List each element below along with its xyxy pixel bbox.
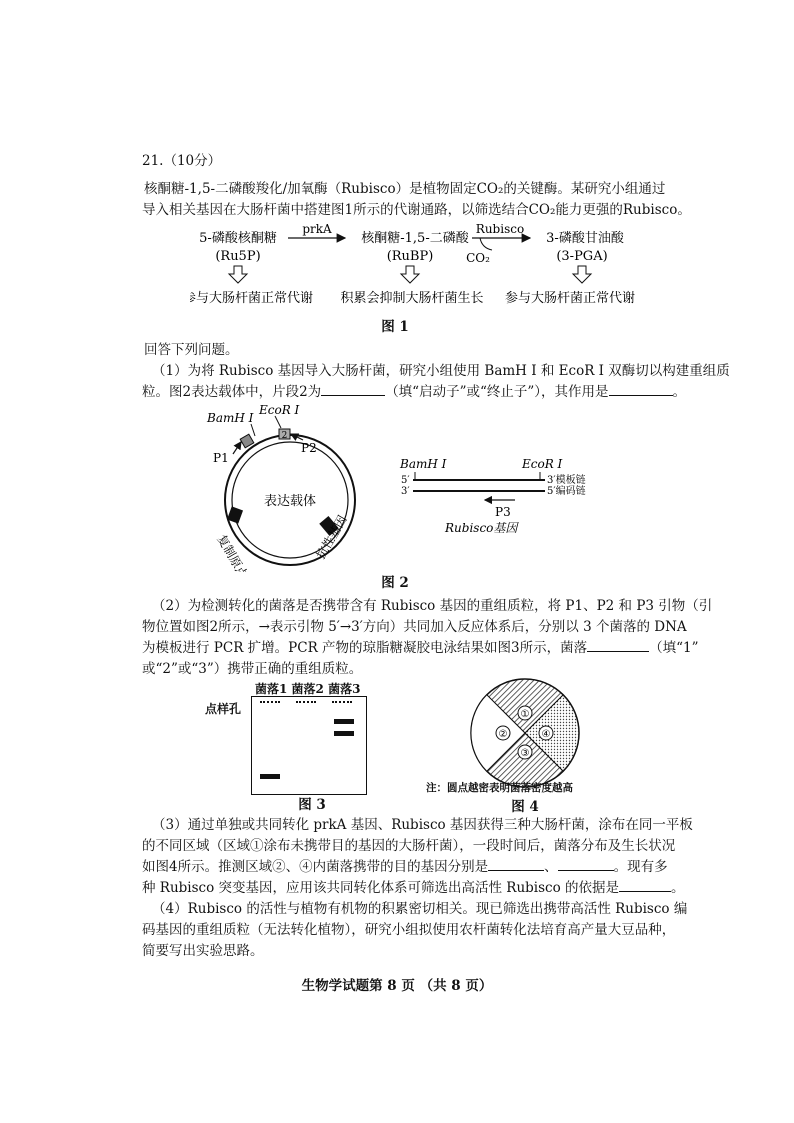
q3-line-1: （3）通过单独或共同转化 prkA 基因、Rubisco 基因获得三种大肠杆菌，涂布在同一平板 [152,817,693,833]
intro-line-1: 核酮糖-1,5-二磷酸羧化/加氧酶（Rubisco）是植物固定CO₂的关键酶。某研究小组通过 [144,181,666,197]
q4-line-1: （4）Rubisco 的活性与植物有机物的积累密切相关。现已筛选出携带高活性 Rubisco 编 [152,901,688,917]
figure-1 [190,222,650,342]
q2-line-3 [142,637,699,659]
fig4-note: 注：圆点越密表明菌落密度越高 [426,782,573,794]
q3-text-d: 种 Rubisco 突变基因，应用该共同转化体系可筛选出高活性 Rubisco 的依据是 [142,880,620,896]
template-label: 3′模板链 [547,475,586,486]
ecor1-label: EcoR I [259,403,300,417]
answer-blank-2[interactable] [609,395,673,396]
q2-line-2: 物位置如图2所示，→表示引物 5′→3′方向）共同加入反应体系后，分别以 3 个菌落的 DNA [142,619,687,635]
q4-line-3: 简要写出实验思路。 [142,943,264,959]
answer-blank-5[interactable] [558,870,614,871]
region-2-label: ② [498,729,508,740]
plasmid-label: 表达载体 [263,494,317,509]
node3-name: 3-磷酸甘油酸 [546,231,624,246]
lane-3-label: 菌落3 [328,682,361,696]
band-lane3-a [334,719,354,724]
down-arrow-3 [573,266,591,283]
q3-text-e: 。 [671,880,685,896]
node1-name: 5-磷酸核酮糖 [199,231,277,246]
resist-label: 抗性基因 [313,512,350,562]
out2: 积累会抑制大肠杆菌生长 [340,291,484,306]
answer-prompt: 回答下列问题。 [144,342,239,358]
plate-diagram [430,676,620,794]
well-label: 点样孔 [205,702,242,716]
band-lane3-b [334,731,354,736]
figure-2 [195,400,625,600]
coding-label: 5′编码链 [547,486,586,497]
region-3-label: ③ [520,748,530,759]
answer-blank-6[interactable] [619,891,671,892]
q2-line-4: 或“2”或“3”）携带正确的重组质粒。 [142,661,363,677]
q1-text-b: （填“启动子”或“终止子”），其作用是 [385,384,609,400]
region-4-label: ④ [541,729,551,740]
region-1-label: ① [520,709,530,720]
well-1 [260,701,280,703]
q1-text-a: 粒。图2表达载体中，片段2为 [142,384,322,400]
lane-headers [255,680,360,697]
five-prime-left: 5′ [401,475,410,486]
arrow2-sub: CO₂ [466,251,490,265]
page-footer: 生物学试题第 8 页 （共 8 页） [301,978,493,994]
arrow1-label: prkA [302,222,332,236]
node2-name: 核酮糖-1,5-二磷酸 [361,231,469,246]
bamh1-pointer [251,424,255,436]
fig3-caption: 图 3 [298,797,326,813]
gene-ecor1: EcoR I [522,457,563,471]
ecor1-pointer [275,416,281,428]
q2-text-b: （填“1” [649,640,699,656]
bamh1-label: BamH I [207,411,254,425]
q3-line-2: 的不同区域（区域①涂布未携带目的基因的大肠杆菌），一段时间后，菌落分布及生长状况 [142,838,676,854]
q3-text-a: 如图4所示。推测区域②、④内菌落携带的目的基因分别是 [142,859,489,875]
out1: 参与大肠杆菌正常代谢 [190,291,314,306]
fig1-caption: 图 1 [381,319,409,335]
p3-label: P3 [495,505,511,519]
fragment-2-label: 2 [281,431,288,441]
q4-line-2: 码基因的重组质粒（无法转化植物），研究小组拟使用农杆菌转化法培育高产量大豆品种， [142,922,676,938]
arrow2-label: Rubisco [475,222,525,236]
figure-3 [205,680,375,820]
intro-line-2: 导入相关基因在大肠杆菌中搭建图1所示的代谢通路，以筛选结合CO₂能力更强的Rubisco。 [142,202,691,218]
answer-blank-3[interactable] [587,651,649,652]
co2-curve [480,238,492,250]
fig4-caption: 图 4 [511,799,539,815]
gel-box [251,696,367,795]
band-lane1 [260,774,280,779]
well-3 [332,701,352,703]
answer-blank-4[interactable] [488,870,544,871]
down-arrow-2 [401,266,419,283]
q1-line-1: （1）为将 Rubisco 基因导入大肠杆菌，研究小组使用 BamH I 和 EcoR I 双酶切以构建重组质 [152,363,730,379]
p1-label: P1 [213,451,229,465]
q2-line-1: （2）为检测转化的菌落是否携带含有 Rubisco 基因的重组质粒，将 P1、P2 和 P3 引物（引 [152,598,713,614]
figure-4 [426,676,620,824]
down-arrow-1 [229,266,247,283]
fragment-1 [240,434,254,448]
ori-label: 复制原点 [214,532,251,572]
node3-abbr: (3-PGA) [556,249,608,264]
node2-abbr: (RuBP) [386,249,434,264]
fig2-caption: 图 2 [381,575,409,591]
gene-bamh1: BamH I [400,457,447,471]
q3-text-b: 、 [544,859,558,875]
q3-line-4 [142,877,685,899]
question-number: 21.（10分） [142,153,222,169]
gene-label: Rubisco基因 [445,521,518,535]
q3-line-3 [142,856,668,878]
q2-text-a: 为模板进行 PCR 扩增。PCR 产物的琼脂糖凝胶电泳结果如图3所示，菌落 [142,640,588,656]
node1-abbr: (Ru5P) [215,249,261,264]
primer-p1-arrow [233,442,241,454]
lane-2-label: 菌落2 [291,682,324,696]
q3-text-c: 。现有多 [613,859,668,875]
three-prime-left: 3′ [401,486,410,497]
answer-blank-1[interactable] [321,395,385,396]
p2-label: P2 [301,441,317,455]
out3: 参与大肠杆菌正常代谢 [504,291,636,306]
pathway-diagram [190,222,650,322]
plasmid-diagram [195,400,625,572]
well-2 [296,701,316,703]
q1-text-c: 。 [672,384,687,400]
lane-1-label: 菌落1 [255,682,288,696]
